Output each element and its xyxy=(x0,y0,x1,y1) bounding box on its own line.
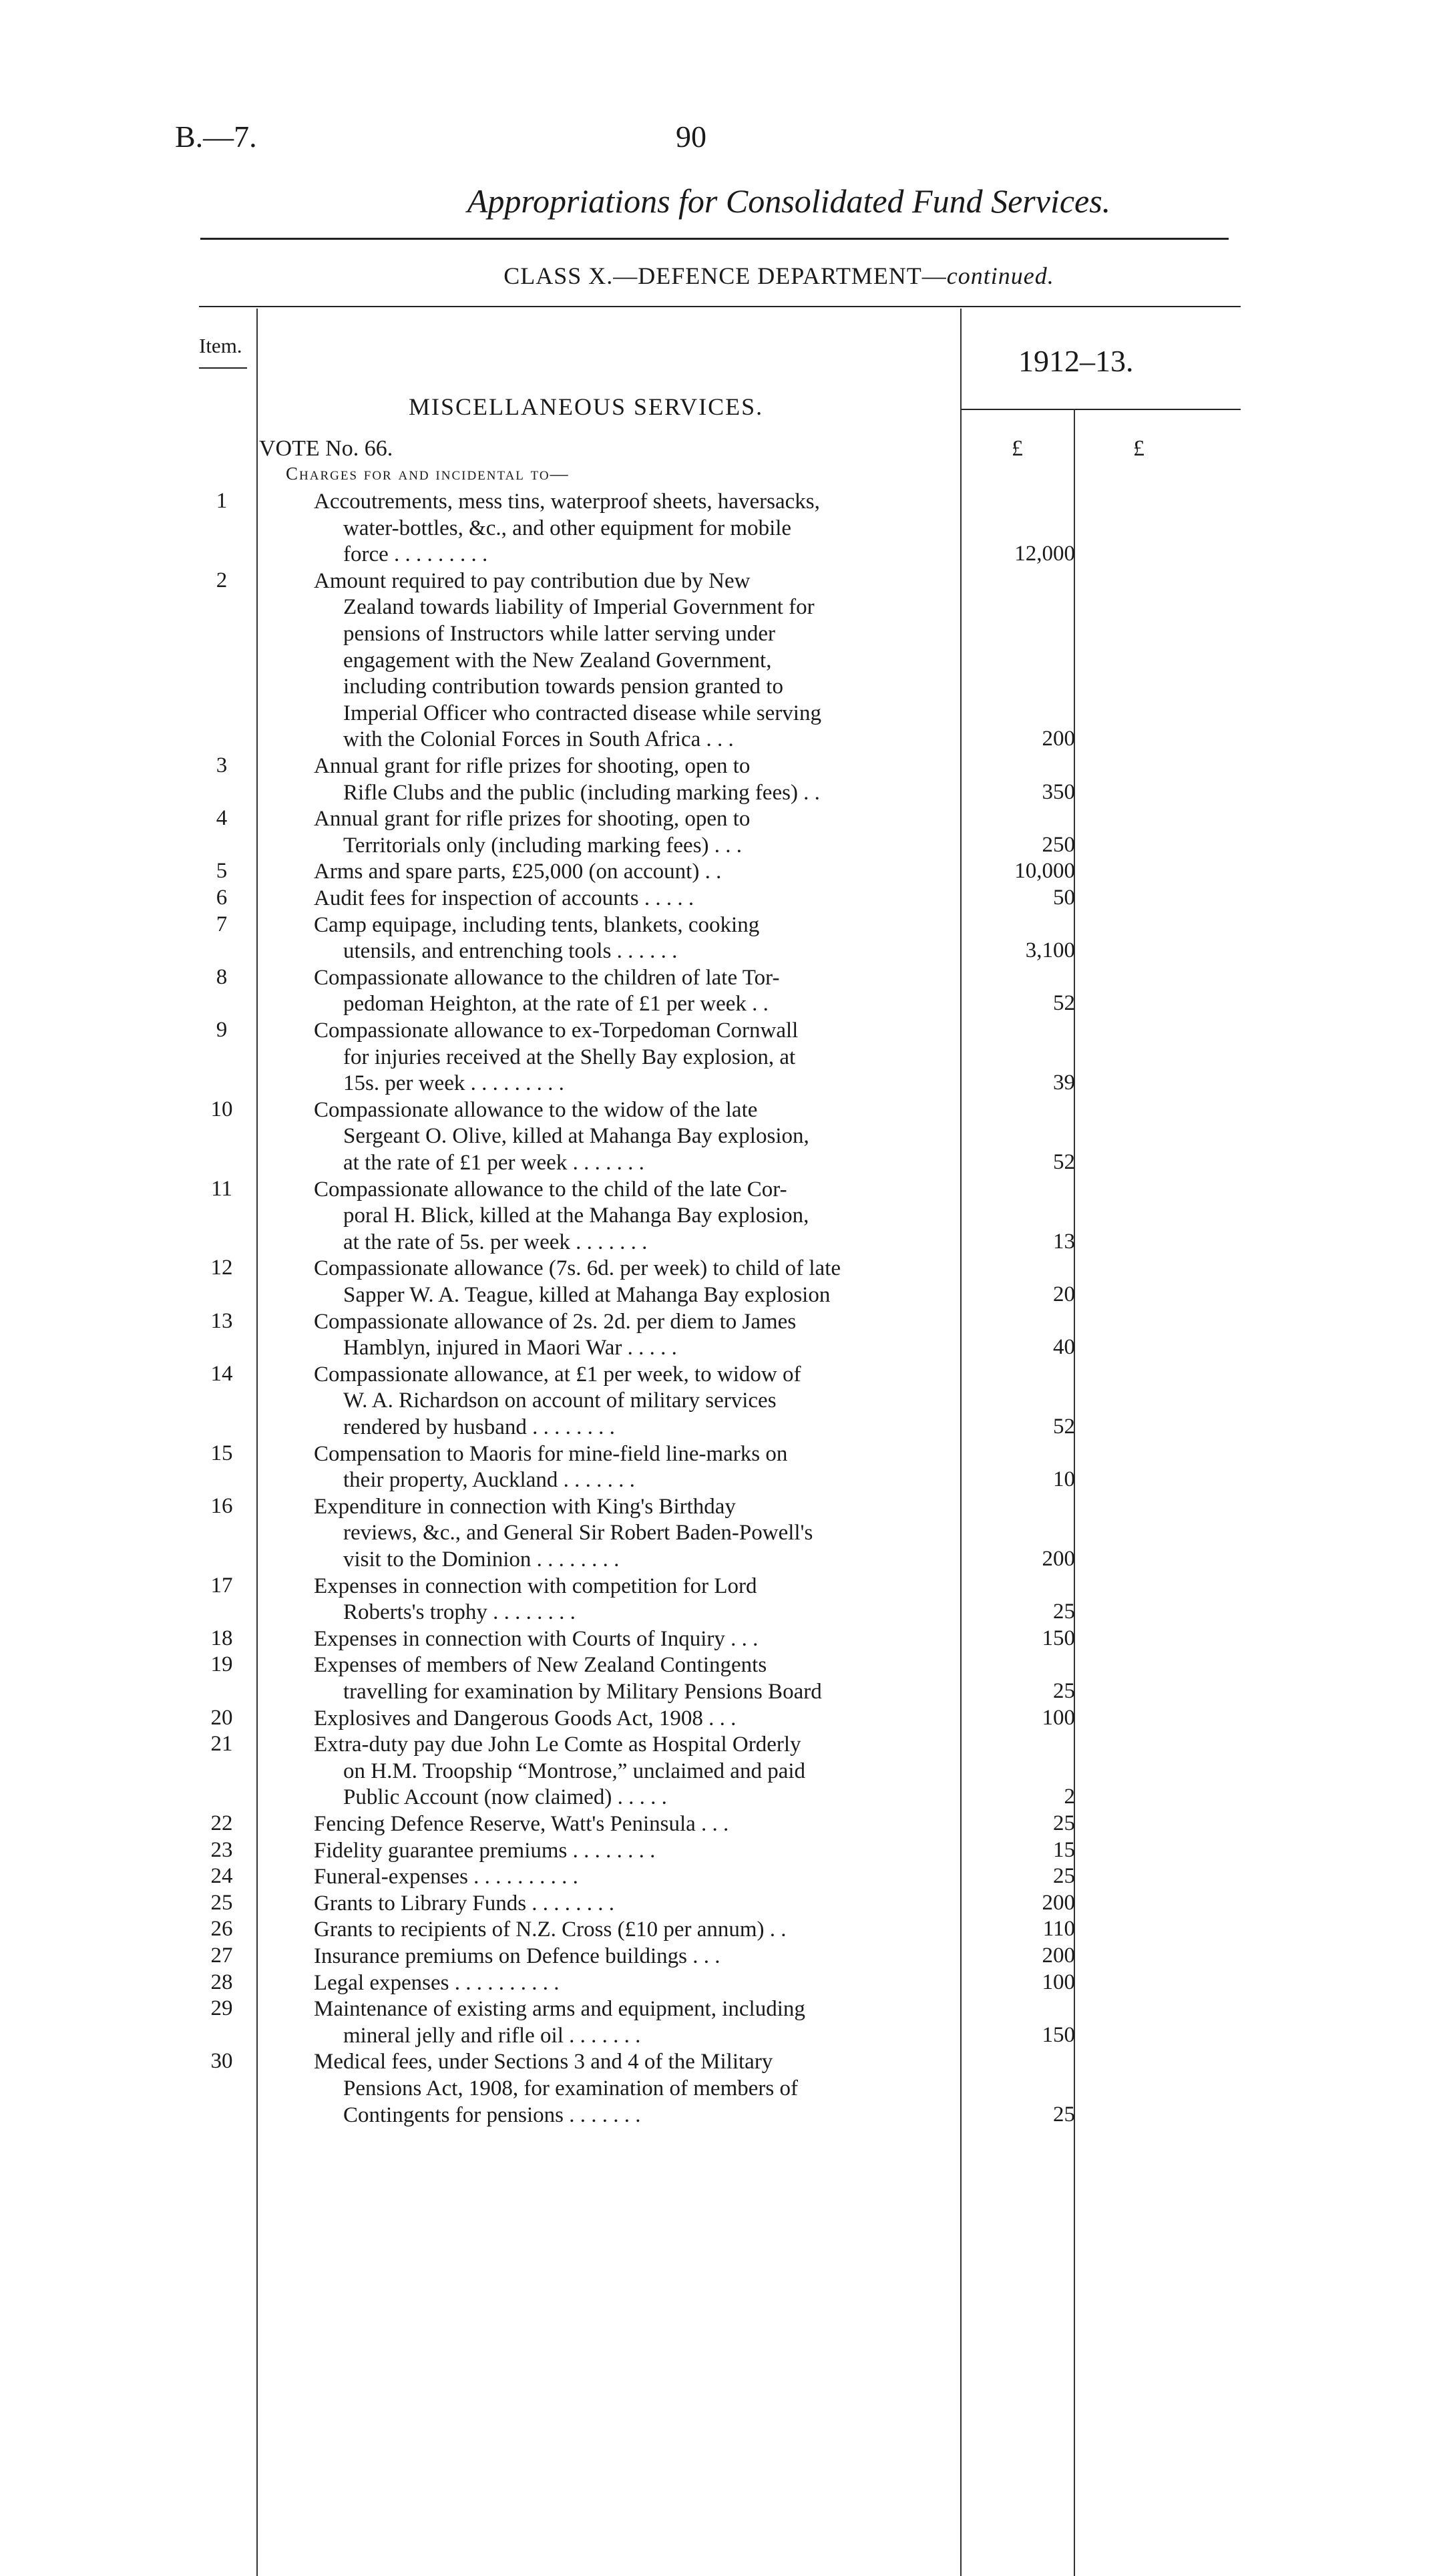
item-amount: 12,000 xyxy=(1014,542,1075,566)
item-description xyxy=(314,965,955,1018)
item-description xyxy=(314,1441,955,1494)
item-number: 26 xyxy=(210,1917,233,1942)
item-description xyxy=(314,1309,955,1362)
item-number: 6 xyxy=(216,886,228,910)
description-line: Pensions Act, 1908, for examination of members of xyxy=(343,2076,798,2100)
description-line: Zealand towards liability of Imperial Government for xyxy=(343,595,815,620)
item-number: 23 xyxy=(210,1837,233,1862)
description-line: engagement with the New Zealand Government, xyxy=(343,648,772,673)
item-number: 20 xyxy=(210,1705,233,1730)
item-number: 9 xyxy=(216,1018,228,1042)
description-line: Expenditure in connection with King's Birthday xyxy=(314,1494,736,1519)
charges-subheading: Charges for and incidental to— xyxy=(286,464,570,484)
item-amount: 150 xyxy=(1042,1626,1075,1650)
item-description xyxy=(314,1970,955,1997)
item-description xyxy=(314,1996,955,2049)
description-line: their property, Auckland . . . . . . . xyxy=(343,1468,635,1493)
description-line: 15s. per week . . . . . . . . . xyxy=(343,1071,564,1096)
item-amount: 200 xyxy=(1042,1890,1075,1915)
item-description xyxy=(314,859,955,886)
item-number: 16 xyxy=(210,1493,233,1518)
vote-number: VOTE No. 66. xyxy=(259,436,393,461)
item-amount: 50 xyxy=(1053,886,1075,910)
item-amount: 110 xyxy=(1042,1917,1075,1942)
description-line: Insurance premiums on Defence buildings . . . xyxy=(314,1944,720,1968)
description-line: Compassionate allowance to the child of the late Cor- xyxy=(314,1177,787,1202)
item-description xyxy=(314,1838,955,1865)
description-line: Compassionate allowance (7s. 6d. per week) to child of late xyxy=(314,1256,841,1281)
description-line: reviews, &c., and General Sir Robert Baden-Powell's xyxy=(343,1521,813,1545)
item-amount: 100 xyxy=(1042,1970,1075,1994)
description-line: Extra-duty pay due John Le Comte as Hospital Orderly xyxy=(314,1732,801,1757)
description-line: water-bottles, &c., and other equipment for mobile xyxy=(343,516,792,540)
description-line: for injuries received at the Shelly Bay explosion, at xyxy=(343,1045,796,1069)
item-description xyxy=(314,1097,955,1177)
item-number: 15 xyxy=(210,1441,233,1465)
item-number: 7 xyxy=(216,912,228,936)
description-line: including contribution towards pension granted to xyxy=(343,675,783,699)
class-heading-main: CLASS X.—DEFENCE DEPARTMENT— xyxy=(503,262,947,289)
description-line: Sergeant O. Olive, killed at Mahanga Bay explosion, xyxy=(343,1124,809,1149)
item-amount: 200 xyxy=(1042,1944,1075,1968)
description-line: travelling for examination by Military Pensions Board xyxy=(343,1679,822,1704)
description-line: utensils, and entrenching tools . . . . . . xyxy=(343,939,678,964)
item-number: 25 xyxy=(210,1890,233,1915)
description-line: Compensation to Maoris for mine-field line-marks on xyxy=(314,1441,788,1466)
description-line: Compassionate allowance to the widow of the late xyxy=(314,1097,758,1122)
item-description xyxy=(314,1574,955,1626)
description-line: Imperial Officer who contracted disease while serving xyxy=(343,701,821,725)
description-line: W. A. Richardson on account of military services xyxy=(343,1389,777,1413)
item-number: 12 xyxy=(210,1256,233,1280)
item-amount: 52 xyxy=(1053,1414,1075,1439)
item-number: 1 xyxy=(216,489,228,513)
description-line: Expenses of members of New Zealand Contingents xyxy=(314,1653,767,1678)
item-number: 27 xyxy=(210,1944,233,1968)
item-description xyxy=(314,886,955,912)
item-amount: 250 xyxy=(1042,832,1075,857)
item-description xyxy=(314,489,955,568)
item-number: 29 xyxy=(210,1996,233,2021)
description-line: with the Colonial Forces in South Africa . . . xyxy=(343,727,734,752)
item-number: 2 xyxy=(216,568,228,592)
description-line: Maintenance of existing arms and equipment, including xyxy=(314,1997,805,2022)
item-number: 14 xyxy=(210,1361,233,1386)
item-amount: 10,000 xyxy=(1014,859,1075,884)
item-description xyxy=(314,1494,955,1574)
item-number: 30 xyxy=(210,2049,233,2074)
description-line: poral H. Blick, killed at the Mahanga Bay explosion, xyxy=(343,1204,809,1228)
description-line: Rifle Clubs and the public (including marking fees) . . xyxy=(343,780,820,805)
description-line: Compassionate allowance, at £1 per week, to widow of xyxy=(314,1362,801,1387)
currency-label-2: £ xyxy=(1133,436,1145,461)
item-description xyxy=(314,1626,955,1653)
description-line: Compassionate allowance to ex-Torpedoman Cornwall xyxy=(314,1019,799,1043)
description-line: at the rate of £1 per week . . . . . . . xyxy=(343,1150,644,1175)
description-line: Legal expenses . . . . . . . . . . xyxy=(314,1970,560,1995)
item-amount: 40 xyxy=(1053,1335,1075,1360)
description-line: force . . . . . . . . . xyxy=(343,542,488,567)
item-amount: 13 xyxy=(1053,1229,1075,1254)
description-line: Sapper W. A. Teague, killed at Mahanga Bay explosion xyxy=(343,1282,831,1307)
item-description xyxy=(314,1706,955,1732)
item-description xyxy=(314,1362,955,1441)
item-description xyxy=(314,1891,955,1917)
description-line: at the rate of 5s. per week . . . . . . . xyxy=(343,1230,648,1254)
description-line: Annual grant for rifle prizes for shooting, open to xyxy=(314,807,751,832)
item-description xyxy=(314,568,955,753)
item-amount: 25 xyxy=(1053,1811,1075,1835)
description-line: Camp equipage, including tents, blankets, cooking xyxy=(314,912,760,937)
section-heading: MISCELLANEOUS SERVICES. xyxy=(409,393,764,420)
item-description xyxy=(314,806,955,859)
description-line: Accoutrements, mess tins, waterproof sheets, haversacks, xyxy=(314,490,820,514)
item-description xyxy=(314,753,955,806)
item-amount: 25 xyxy=(1053,2102,1075,2127)
item-number: 3 xyxy=(216,753,228,777)
description-line: mineral jelly and rifle oil . . . . . . . xyxy=(343,2023,641,2048)
item-description xyxy=(314,1177,955,1256)
item-amount: 25 xyxy=(1053,1864,1075,1889)
description-line: Grants to Library Funds . . . . . . . . xyxy=(314,1891,615,1915)
description-line: Arms and spare parts, £25,000 (on account) . . xyxy=(314,860,722,884)
description-line: Grants to recipients of N.Z. Cross (£10 per annum) . . xyxy=(314,1917,787,1942)
item-amount: 52 xyxy=(1053,991,1075,1016)
item-description xyxy=(314,1917,955,1944)
item-number: 13 xyxy=(210,1308,233,1333)
item-amount: 20 xyxy=(1053,1282,1075,1306)
item-description xyxy=(314,1256,955,1308)
item-description xyxy=(314,1944,955,1970)
description-line: Medical fees, under Sections 3 and 4 of the Military xyxy=(314,2050,773,2074)
item-number: 4 xyxy=(216,806,228,831)
description-line: Explosives and Dangerous Goods Act, 1908 . . . xyxy=(314,1706,737,1730)
description-line: Fencing Defence Reserve, Watt's Peninsula . . . xyxy=(314,1812,729,1836)
description-line: Compassionate allowance of 2s. 2d. per diem to James xyxy=(314,1309,797,1334)
item-amount: 25 xyxy=(1053,1600,1075,1624)
description-line: Contingents for pensions . . . . . . . xyxy=(343,2102,641,2127)
item-number: 17 xyxy=(210,1573,233,1598)
description-line: rendered by husband . . . . . . . . xyxy=(343,1415,615,1439)
item-description xyxy=(314,1652,955,1705)
item-amount: 350 xyxy=(1042,779,1075,804)
item-description xyxy=(314,2049,955,2129)
item-amount: 10 xyxy=(1053,1467,1075,1492)
item-amount: 200 xyxy=(1042,727,1075,751)
description-line: Compassionate allowance to the children of late Tor- xyxy=(314,965,780,990)
item-number: 28 xyxy=(210,1970,233,1994)
description-line: Roberts's trophy . . . . . . . . xyxy=(343,1600,576,1625)
item-amount: 39 xyxy=(1053,1071,1075,1095)
item-amount: 150 xyxy=(1042,2022,1075,2047)
item-description xyxy=(314,1811,955,1838)
item-amount: 25 xyxy=(1053,1678,1075,1703)
description-line: on H.M. Troopship “Montrose,” unclaimed and paid xyxy=(343,1759,806,1783)
item-description xyxy=(314,1864,955,1891)
item-number: 8 xyxy=(216,964,228,989)
description-line: Fidelity guarantee premiums . . . . . . . . xyxy=(314,1838,656,1863)
item-number: 19 xyxy=(210,1652,233,1677)
item-amount: 52 xyxy=(1053,1149,1075,1174)
description-line: Territorials only (including marking fees) . . . xyxy=(343,833,743,858)
class-heading-continued: continued. xyxy=(946,262,1054,289)
item-amount: 15 xyxy=(1053,1837,1075,1862)
item-amount: 100 xyxy=(1042,1705,1075,1730)
page-number: 90 xyxy=(676,120,706,154)
description-line: Hamblyn, injured in Maori War . . . . . xyxy=(343,1336,677,1360)
item-number: 21 xyxy=(210,1732,233,1757)
page-title: Appropriations for Consolidated Fund Services. xyxy=(467,182,1111,220)
description-line: Expenses in connection with Courts of Inquiry . . . xyxy=(314,1626,759,1651)
description-line: Audit fees for inspection of accounts . . . . . xyxy=(314,886,694,910)
item-description xyxy=(314,912,955,965)
item-column-header: Item. xyxy=(199,334,242,357)
item-amount: 2 xyxy=(1064,1785,1075,1809)
item-description xyxy=(314,1018,955,1097)
description-line: Expenses in connection with competition for Lord xyxy=(314,1574,757,1598)
item-number: 11 xyxy=(211,1176,232,1201)
item-number: 10 xyxy=(210,1097,233,1121)
description-line: Annual grant for rifle prizes for shooting, open to xyxy=(314,754,751,778)
item-number: 5 xyxy=(216,859,228,884)
item-description xyxy=(314,1732,955,1811)
description-line: Funeral-expenses . . . . . . . . . . xyxy=(314,1865,578,1889)
currency-label-1: £ xyxy=(1012,436,1023,461)
description-line: Amount required to pay contribution due by New xyxy=(314,568,751,593)
description-line: Public Account (now claimed) . . . . . xyxy=(343,1785,667,1810)
item-amount: 3,100 xyxy=(1025,938,1075,963)
item-number: 24 xyxy=(210,1864,233,1889)
description-line: pensions of Instructors while latter serving under xyxy=(343,621,776,646)
item-number: 18 xyxy=(210,1626,233,1650)
description-line: visit to the Dominion . . . . . . . . xyxy=(343,1547,620,1572)
description-line: pedoman Heighton, at the rate of £1 per week . . xyxy=(343,992,769,1017)
document-reference: B.—7. xyxy=(175,120,257,154)
year-column-header: 1912–13. xyxy=(1018,344,1134,378)
item-number: 22 xyxy=(210,1811,233,1835)
item-amount: 200 xyxy=(1042,1546,1075,1571)
